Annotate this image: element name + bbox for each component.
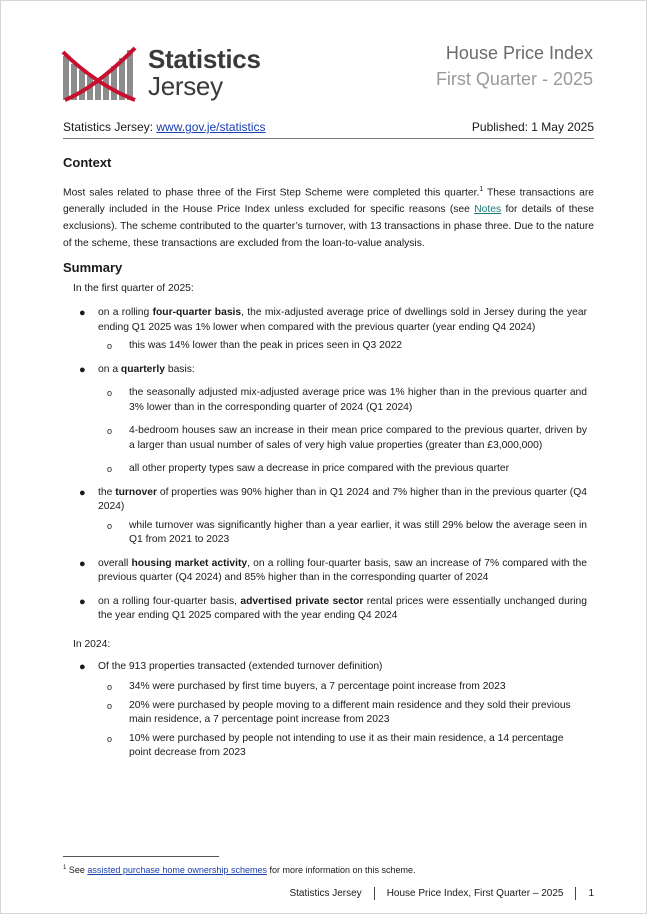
list-item: ● on a rolling four-quarter basis, the mix-adjusted average price of dwellings sold in Jersey during the year ending Q1 2025 was 1% lower when compared with the previous quarter (year ending Q4 2024) o this was 14% lower than the peak in prices seen in Q3 2022 [63, 306, 587, 354]
context-paragraph: Most sales related to phase three of the First Step Scheme were completed this quarter.$^1$ These transactions are generally included in the House Price Index unless excluded for specific reasons (see Notes for details of these exclusions). The scheme contributed to the quarter’s turnover, with 13 transactions in phase three. Due to the nature of the scheme, these transactions are excluded from the loan-to-value analysis. [63, 186, 594, 250]
list-item: ● Of the 913 properties transacted (extended turnover definition) o 34% were purchased by first time buyers, a 7 percentage point increase from 2023 o 20% were purchased by people moving to a different main residence and they sold their previous main residence, a 7 percentage point increase from 2023 o 10% were purchased by people not intending to use it as their main residence, a 14 percentage point decrease from 2023 [63, 660, 587, 761]
list-item: ● overall housing market activity, on a rolling four-quarter basis, saw an increase of 7% compared with the previous quarter (Q4 2024) and 85% higher than in the corresponding quarter of 2024 [79, 557, 588, 583]
list-item: o the seasonally adjusted mix-adjusted average price was 1% higher than in the previous quarter and 3% lower than in the corresponding quarter of 2024 (Q1 2024) [107, 387, 587, 413]
list-item: o 34% were purchased by first time buyers, a 7 percentage point increase from 2023 [107, 681, 506, 692]
list-item: o 20% were purchased by people moving to a different main residence and they sold their previous main residence, a 7 percentage point increase from 2023 [107, 699, 571, 725]
footnote-link[interactable]: assisted purchase home ownership schemes [87, 865, 267, 875]
summary-heading: Summary [63, 260, 123, 275]
list-item: ● on a quarterly basis: o the seasonally adjusted mix-adjusted average price was 1% higher than in the previous quarter and 3% lower than in the corresponding quarter of 2024 (Q1 2024) o 4-bedroom houses saw an increase in their mean price compared to the previous quarter, driven by a larger than usual number of sales of very high value properties (greater than £3,000,000) o all other property types saw a decrease in price compared with the previous quarter [63, 363, 587, 477]
header-divider [63, 138, 594, 139]
logo-bars-icon [61, 42, 141, 104]
source-line [63, 120, 594, 134]
brand-line-2: Jersey [148, 71, 223, 101]
list-item: o this was 14% lower than the peak in prices seen in Q3 2022 [107, 340, 403, 351]
summary-intro: In the first quarter of 2025: [73, 283, 194, 294]
list-item: o while turnover was significantly higher than a year earlier, it was still 29% below the average seen in Q1 from 2021 to 2023 [107, 519, 587, 545]
list-item: o all other property types saw a decrease in price compared with the previous quarter [107, 463, 510, 474]
statistics-jersey-logo [61, 42, 276, 104]
source-link[interactable]: www.gov.je/statistics [156, 120, 266, 134]
summary-section [63, 260, 122, 275]
footnote: $^1$ See assisted purchase home ownership schemes for more information on this scheme. [63, 865, 416, 875]
page-number: 1 [588, 888, 594, 900]
source-label: Statistics Jersey: [63, 120, 154, 134]
brand-line-1: Statistics [148, 44, 261, 74]
page-footer [63, 887, 594, 900]
footnote-ref[interactable]: 1 [479, 186, 484, 193]
footer-doc: House Price Index, First Quarter – 2025 [386, 888, 564, 900]
list-item: o 4-bedroom houses saw an increase in their mean price compared to the previous quarter, driven by a larger than usual number of sales of very high value properties (greater than £3,000,000) [107, 425, 587, 451]
context-section [63, 155, 111, 170]
summary-intro-2024: In 2024: [73, 638, 111, 650]
published-date: Published: 1 May 2025 [471, 120, 594, 134]
list-item: ● on a rolling four-quarter basis, advertised private sector rental prices were essentially unchanged during the year ending Q1 2025 compared with the year ending Q4 2024 [79, 595, 588, 621]
footer-org: Statistics Jersey [289, 888, 362, 900]
summary-body [63, 282, 587, 770]
document-title: House Price Index [445, 43, 593, 63]
list-item: ● the turnover of properties was 90% higher than in Q1 2024 and 7% higher than in the previous quarter (Q4 2024) o while turnover was significantly higher than a year earlier, it was still 29% below the average seen in Q1 from 2021 to 2023 [63, 486, 587, 548]
list-item: o 10% were purchased by people not intending to use it as their main residence, a 14 percentage point decrease from 2023 [107, 732, 564, 758]
notes-link[interactable]: Notes [474, 204, 502, 216]
footnote-divider [63, 856, 219, 857]
context-heading: Context [63, 155, 112, 170]
document-subtitle: First Quarter - 2025 [435, 69, 593, 89]
